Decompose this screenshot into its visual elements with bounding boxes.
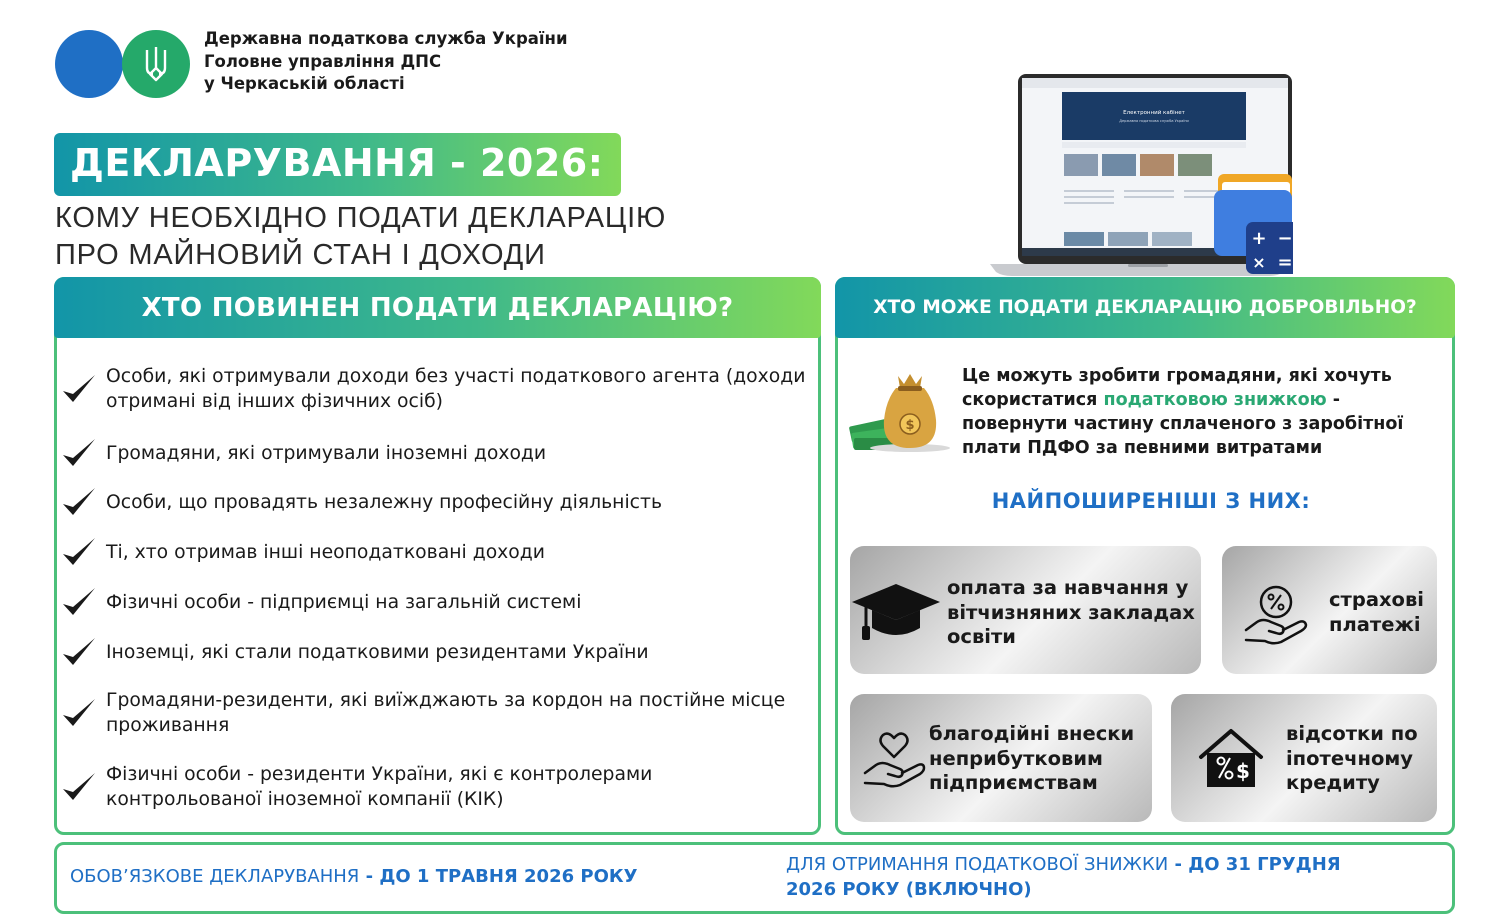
list-item-text: Особи, що провадять незалежну професійну діяльність — [106, 491, 663, 513]
list-item-text: Іноземці, які стали податковими резидентами України — [106, 641, 649, 663]
list-item-text: Ті, хто отримав інші неоподатковані доходи — [106, 541, 545, 563]
checkmark-icon — [60, 635, 98, 669]
money-bag-icon — [848, 364, 956, 454]
expense-card-charity-text: благодійні внески неприбутковим підприємствам — [929, 722, 1135, 794]
svg-text:$: $ — [1236, 759, 1250, 783]
rebate-deadline-date-2: 2026 РОКУ (ВКЛЮЧНО) — [786, 879, 1032, 900]
voluntary-panel-header — [835, 277, 1455, 338]
organization-name — [204, 28, 568, 96]
house-percent-icon — [1197, 727, 1265, 791]
list-item-text: Особи, які отримували доходи без участі податкового агента (доходи отримані від інших фізичних осіб) — [106, 366, 806, 412]
heart-hand-icon — [862, 727, 926, 789]
mandatory-deadline-date: - ДО 1 ТРАВНЯ 2026 РОКУ — [359, 866, 638, 887]
subtitle-line-2: ПРО МАЙНОВИЙ СТАН І ДОХОДИ — [55, 239, 546, 271]
mandatory-deadline — [70, 866, 637, 887]
mandatory-panel-header — [54, 277, 821, 338]
logo-trident-emblem — [122, 30, 190, 98]
rebate-deadline — [786, 852, 1341, 902]
list-item — [60, 485, 810, 519]
page-subtitle — [55, 200, 666, 274]
list-item — [60, 688, 810, 738]
checkmark-icon — [60, 372, 98, 406]
svg-text:×: × — [1252, 253, 1266, 272]
intro-text-part1: Це можуть зробити громадяни, які хочуть скористатися — [962, 366, 1392, 410]
list-item-text: Громадяни-резиденти, які виїжджають за кордон на постійне місце проживання — [106, 690, 786, 736]
laptop-screen-subtitle: Державна податкова служба України — [1119, 119, 1189, 123]
expense-card-education-text: оплата за навчання у вітчизняних закладах освіти — [947, 576, 1195, 648]
rebate-deadline-date-1: - ДО 31 ГРУДНЯ — [1168, 854, 1341, 875]
subtitle-line-1: КОМУ НЕОБХІДНО ПОДАТИ ДЕКЛАРАЦІЮ — [55, 202, 667, 234]
checkmark-icon — [60, 535, 98, 569]
svg-text:$: $ — [905, 418, 915, 433]
list-item-text: Фізичні особи - підприємці на загальній системі — [106, 591, 582, 613]
voluntary-panel-heading: ХТО МОЖЕ ПОДАТИ ДЕКЛАРАЦІЮ ДОБРОВІЛЬНО? — [873, 297, 1417, 318]
org-line-2: Головне управління ДПС — [204, 51, 442, 71]
list-item-text: Громадяни, які отримували іноземні доходи — [106, 442, 547, 464]
voluntary-intro-text — [962, 364, 1437, 460]
rebate-deadline-label: ДЛЯ ОТРИМАННЯ ПОДАТКОВОЇ ЗНИЖКИ — [786, 854, 1169, 875]
trident-icon — [141, 44, 171, 84]
laptop-illustration — [988, 72, 1293, 277]
svg-text:−: − — [1277, 228, 1293, 249]
percent-hand-icon — [1243, 584, 1309, 646]
mandatory-deadline-label: ОБОВ’ЯЗКОВЕ ДЕКЛАРУВАННЯ — [70, 866, 360, 887]
expense-card-mortgage-text: відсотки по іпотечному кредиту — [1286, 722, 1418, 794]
list-item — [60, 762, 810, 812]
org-line-1: Державна податкова служба України — [204, 29, 568, 48]
graduation-cap-icon — [850, 578, 942, 644]
checkmark-icon — [60, 436, 98, 470]
checkmark-icon — [60, 585, 98, 619]
expense-card-insurance-text: страхові платежі — [1329, 588, 1424, 636]
svg-text:=: = — [1277, 252, 1293, 273]
checkmark-icon — [60, 770, 98, 804]
org-line-3: у Черкаській області — [204, 74, 405, 93]
list-item — [60, 635, 810, 669]
intro-text-part2: - повернути частину сплаченого з заробітної плати ПДФО за певними витратами — [962, 390, 1404, 458]
tax-rebate-highlight: податковою знижкою — [1103, 390, 1327, 410]
svg-text:+: + — [1251, 228, 1267, 249]
page-title: ДЕКЛАРУВАННЯ - 2026: — [70, 141, 604, 185]
checkmark-icon — [60, 696, 98, 730]
list-item — [60, 436, 810, 470]
mandatory-panel-heading: ХТО ПОВИНЕН ПОДАТИ ДЕКЛАРАЦІЮ? — [141, 292, 734, 323]
list-item — [60, 535, 810, 569]
checkmark-icon — [60, 485, 98, 519]
logo-blue-circle — [55, 30, 123, 98]
list-item — [60, 585, 810, 619]
most-common-heading: НАЙПОШИРЕНІШІ З НИХ: — [991, 489, 1311, 513]
list-item — [60, 364, 810, 414]
laptop-screen-title: Електронний кабінет — [1123, 110, 1185, 116]
list-item-text: Фізичні особи - резиденти України, які є контролерами контрольованої іноземної компанії (КІК) — [106, 764, 653, 810]
